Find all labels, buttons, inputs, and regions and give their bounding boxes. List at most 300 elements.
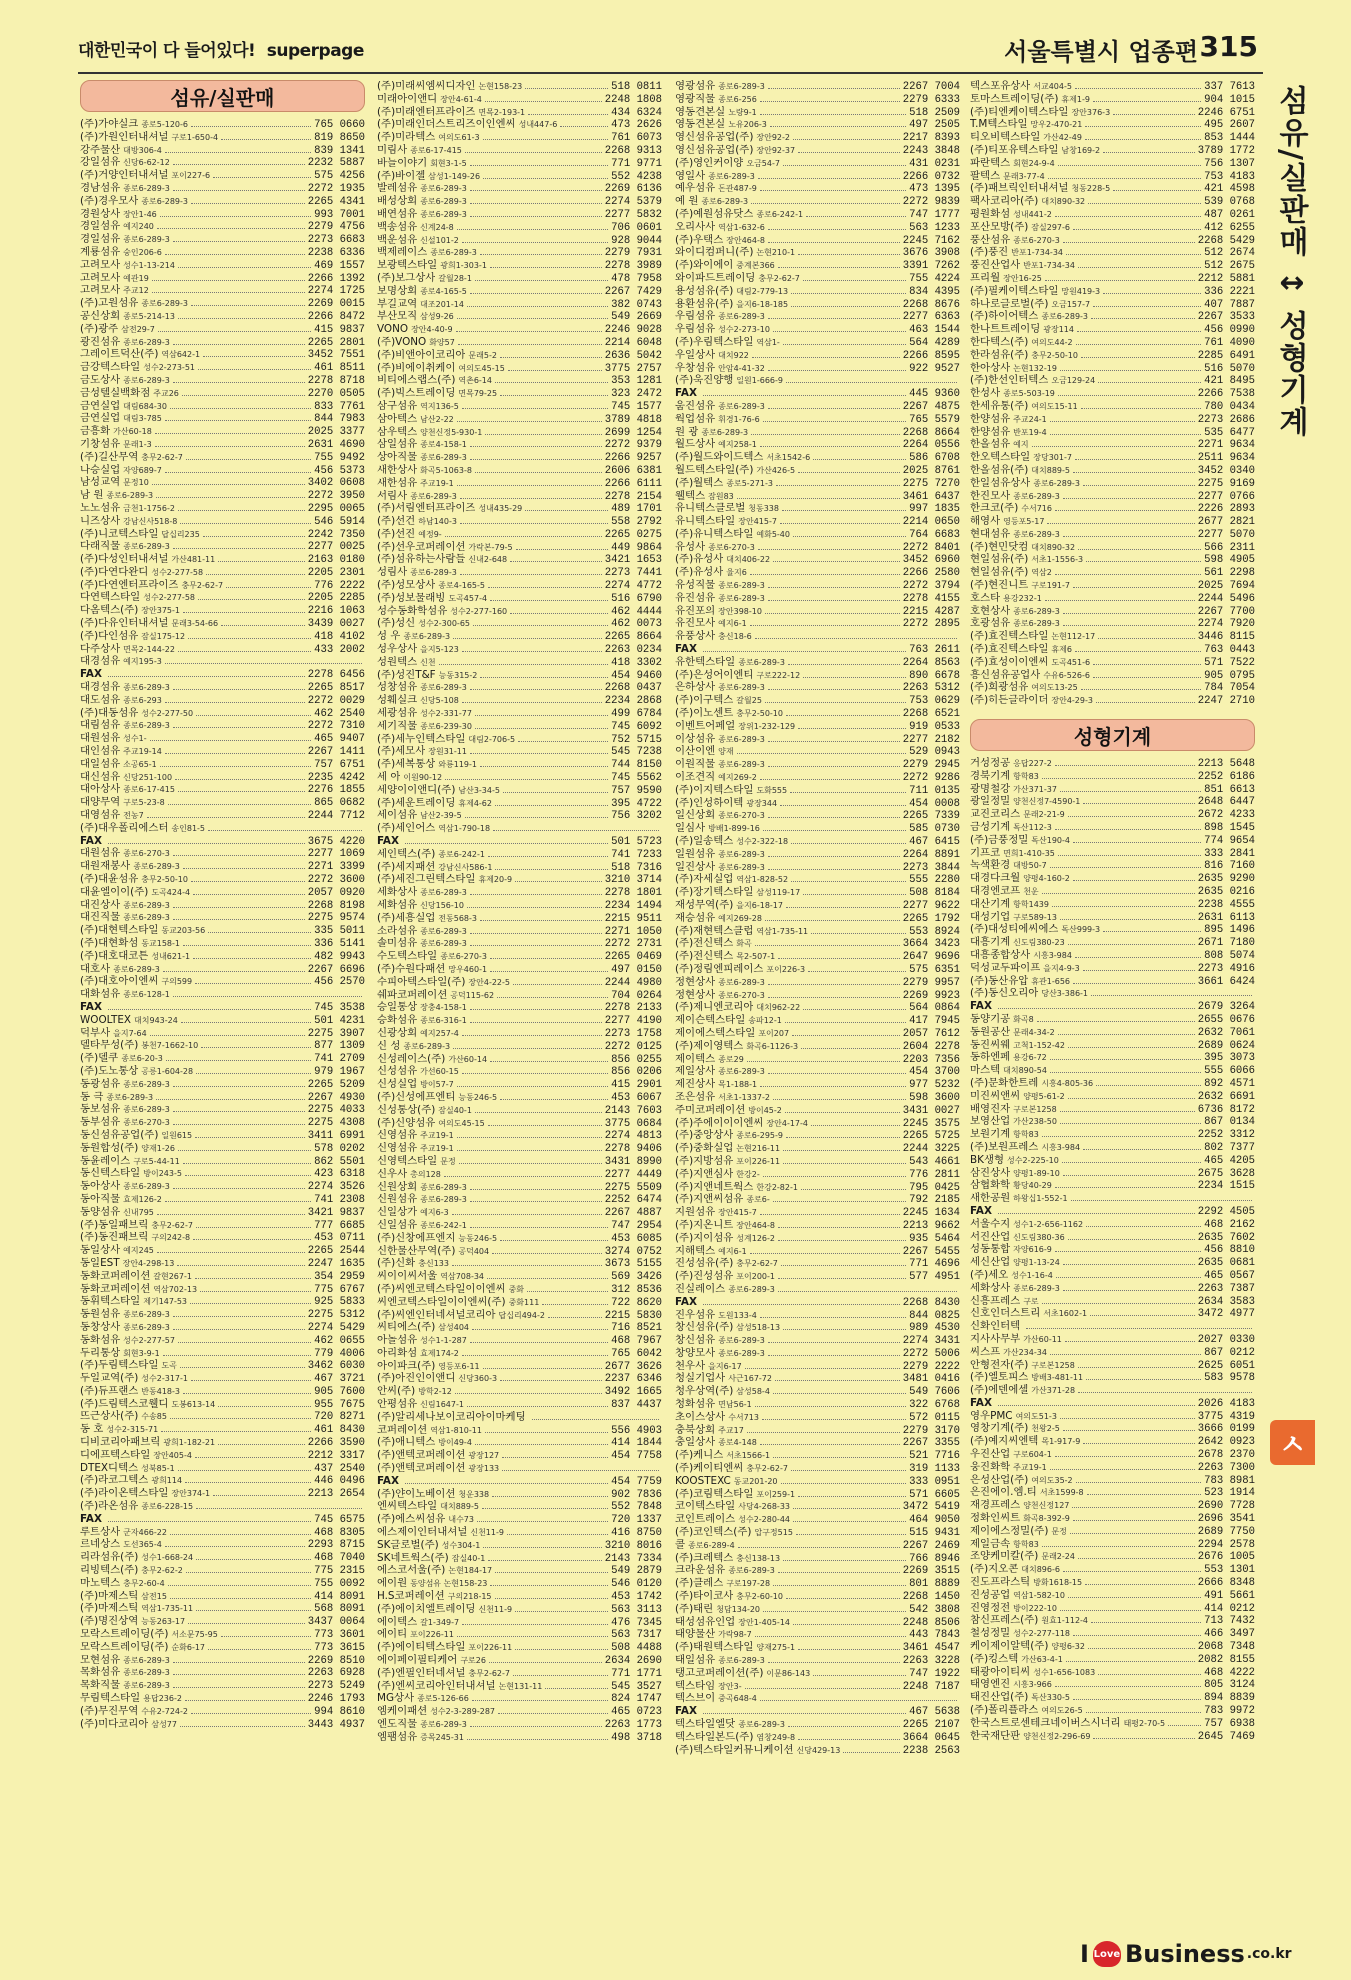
business-name: 뜨근상사(주)	[80, 1410, 139, 1423]
listing-row	[675, 336, 960, 349]
listing-row	[377, 720, 662, 733]
phone-number: 2269 8510	[307, 1654, 365, 1667]
business-name: 우진산업	[970, 1448, 1011, 1461]
business-address: 면목2-193-1	[478, 107, 526, 117]
phone-number: 319 1133	[909, 1463, 960, 1475]
phone-number: 2274 4772	[604, 580, 662, 592]
phone-number: 2677 3626	[604, 1360, 662, 1373]
business-name: 보원기계	[970, 1128, 1011, 1141]
business-name: 성 우	[377, 630, 401, 643]
listing-row	[377, 669, 662, 682]
business-address: 일원615	[161, 1130, 193, 1140]
phone-number: 417 7945	[909, 1015, 960, 1027]
listing-row	[675, 93, 960, 106]
listing-row	[970, 298, 1255, 311]
business-address: 효제174-2	[420, 1348, 459, 1358]
dot-leader	[750, 574, 900, 575]
phone-number: 2279 3170	[902, 1424, 960, 1437]
business-address: 예지195-3	[123, 657, 162, 667]
business-address: 을지6-18-185	[736, 299, 789, 309]
listing-row	[377, 630, 662, 643]
listing-row	[675, 490, 960, 503]
listing-row	[675, 1001, 960, 1014]
dot-leader	[472, 1700, 608, 1701]
business-address: 종로6-242-1	[438, 849, 485, 859]
business-address: 태평2-70-5	[1123, 1718, 1166, 1728]
phone-number: 928 9044	[611, 234, 662, 247]
dot-leader	[1050, 1354, 1201, 1355]
listing-row	[675, 1372, 960, 1385]
dot-leader	[760, 1086, 906, 1087]
business-address: 종로6-289-3	[701, 197, 749, 207]
listing-row	[675, 886, 960, 899]
dot-leader	[783, 344, 906, 345]
dot-leader	[1060, 791, 1201, 792]
business-address: 구로197-28	[726, 1579, 771, 1589]
listing-row	[970, 1141, 1255, 1154]
phone-number: 773 3615	[314, 1641, 365, 1654]
dot-leader	[490, 971, 608, 972]
business-address: 구로1-650-4	[171, 132, 219, 142]
phone-number: 461 8511	[314, 362, 365, 374]
phone-number: 2267 3355	[902, 1437, 960, 1450]
business-name: FAX	[377, 1474, 399, 1487]
listing-row	[80, 1116, 365, 1129]
dot-leader	[1066, 1661, 1195, 1662]
dot-leader	[1086, 561, 1201, 562]
business-name: (주)가원인터내셔널	[80, 130, 169, 143]
business-name: 목화직물	[80, 1679, 121, 1692]
listing-row	[377, 1270, 662, 1283]
business-address: 충무2-60-10	[736, 1592, 783, 1602]
business-address: 역삼1-735-11	[756, 926, 809, 936]
phone-number: 922 9527	[909, 362, 960, 375]
business-name: 한세유통(주)	[970, 399, 1029, 412]
phone-number: 2278 1801	[604, 887, 662, 899]
business-address: 포이200-1	[736, 1272, 775, 1282]
phone-number: 578 0202	[314, 1142, 365, 1155]
listing-row	[80, 719, 365, 732]
phone-number: 466 3497	[1204, 1628, 1255, 1641]
listing-row	[377, 1398, 662, 1411]
business-address: 하왕십1-552-1	[1013, 1194, 1068, 1204]
dot-leader	[768, 984, 900, 985]
business-address: 종로6-289-3	[420, 888, 467, 898]
dot-leader	[1083, 1443, 1194, 1444]
business-address: 와룡119-1	[438, 760, 477, 770]
listing-row	[970, 859, 1255, 872]
business-address: 종로6-289-3	[420, 1195, 467, 1205]
dot-leader	[196, 1073, 311, 1074]
business-name: 광일정밀	[970, 795, 1011, 808]
business-address: 장안405-4	[153, 1450, 192, 1460]
listing-row	[970, 987, 1255, 1000]
dot-leader	[768, 600, 900, 601]
listing-row	[377, 899, 662, 912]
dot-leader	[765, 702, 906, 703]
business-name: (주)애니텍스	[377, 1436, 436, 1449]
brand	[78, 36, 364, 61]
listing-row	[675, 1245, 960, 1258]
business-name: VONO	[377, 323, 409, 336]
dot-leader	[470, 933, 602, 934]
business-name: 태성섬유인업	[675, 1615, 736, 1628]
listing-row	[675, 310, 960, 323]
dot-leader	[470, 1227, 608, 1228]
listing-row	[377, 118, 662, 131]
business-address: 동교203-56	[161, 926, 206, 936]
phone-number: 2215 9511	[604, 912, 662, 925]
phone-number: 571 6605	[909, 1488, 960, 1501]
business-address: 종로6-270-3	[123, 849, 170, 859]
business-address: 종로6-289-3	[738, 657, 785, 667]
business-address: 구로604-1	[1013, 1450, 1052, 1460]
phone-number: 2274 5429	[307, 1321, 365, 1334]
phone-number: 2238 4555	[1197, 898, 1255, 911]
phone-number: 2273 5249	[307, 1680, 365, 1693]
business-name: 동휘텍스타일	[80, 1295, 141, 1308]
listing-row	[675, 298, 960, 311]
listing-row	[80, 924, 365, 937]
phone-number: 2636 5042	[604, 349, 662, 362]
business-name: 삼아텍스	[377, 412, 418, 425]
dot-leader	[177, 1265, 304, 1266]
phone-number: 2272 9286	[902, 772, 960, 784]
business-name: 영우PMC	[970, 1409, 1013, 1422]
heart-icon: Love	[1093, 1941, 1121, 1967]
listing-row	[377, 605, 662, 618]
business-address: 봉천7-1662-10	[141, 1041, 199, 1051]
business-address: 종로6-289-3	[718, 401, 765, 411]
dot-leader	[1062, 1162, 1201, 1163]
business-address: 성계126-2	[736, 1233, 775, 1243]
phone-number: 2246 9028	[604, 324, 662, 336]
listing-row	[675, 579, 960, 592]
dot-leader	[768, 370, 906, 371]
phone-number: 2279 2222	[902, 1360, 960, 1373]
listing-row	[970, 1550, 1255, 1563]
business-address: 예지6-1	[718, 619, 747, 629]
business-name: (주)제니엔코리아	[675, 1001, 754, 1014]
phone-number: 3664 3423	[902, 938, 960, 951]
dot-leader	[173, 1687, 305, 1688]
listing-row	[675, 464, 960, 477]
dot-leader	[495, 869, 608, 870]
listing-row	[80, 1257, 365, 1270]
dot-leader	[1072, 1507, 1194, 1508]
listing-row	[675, 131, 960, 144]
listing-row	[377, 1462, 662, 1475]
business-address: 도화555	[756, 785, 788, 795]
dot-leader	[1087, 1494, 1202, 1495]
phone-number: 564 4289	[909, 336, 960, 349]
listing-row	[377, 144, 662, 157]
business-name: 유진모사	[675, 617, 716, 630]
business-name: 티오비텍스타일	[970, 131, 1041, 144]
business-address: 종로6-316-1	[420, 1016, 467, 1026]
dot-leader	[525, 88, 608, 89]
business-name: 니즈상사	[80, 514, 121, 527]
business-name: 진영정전	[970, 1601, 1011, 1614]
business-name: (주)풍진	[970, 246, 1009, 259]
phone-number: 977 5232	[909, 1079, 960, 1091]
dot-leader	[173, 548, 305, 549]
listing-row	[377, 490, 662, 503]
business-name: 유진포의	[675, 604, 716, 617]
dot-leader	[542, 1304, 608, 1305]
business-address: 용답236-2	[143, 1694, 182, 1704]
business-address: 수송85	[141, 1412, 167, 1422]
business-name: (주)대동섬유	[80, 706, 139, 719]
dot-leader	[186, 1572, 311, 1573]
business-address: 성수1-16-4	[1011, 1270, 1053, 1280]
business-name: (주)미래엔터프라이즈	[377, 105, 476, 118]
phone-number: 2279 2945	[902, 759, 960, 772]
logo-i: I	[1080, 1940, 1089, 1968]
business-name: 동화섬유	[80, 1333, 121, 1346]
phone-number: 2265 0275	[604, 528, 662, 541]
dot-leader	[798, 472, 900, 473]
listing-row	[970, 669, 1255, 682]
business-address: 장안4-22-5	[468, 977, 510, 987]
listing-row	[80, 1193, 365, 1206]
business-address: 충무2-62-7	[141, 452, 183, 462]
phone-number: 745 1577	[611, 400, 662, 413]
business-name: 수도텍스타일	[377, 950, 438, 963]
business-name: (주)신창에프엔지	[377, 1231, 456, 1244]
business-name: (주)월텍스	[675, 476, 724, 489]
business-address: 방이57-7	[420, 1080, 454, 1090]
business-name: 진성섬유(주)	[675, 1257, 734, 1270]
listing-row	[675, 285, 960, 298]
business-address: 포이226-11	[736, 1156, 781, 1166]
dot-leader	[160, 766, 311, 767]
listing-row	[675, 1616, 960, 1629]
business-name: 움진섬유	[675, 399, 716, 412]
business-name: 광진섬유	[80, 335, 121, 348]
dot-leader	[1093, 101, 1201, 102]
phone-number: 482 9943	[314, 950, 365, 963]
listing-row	[675, 1411, 960, 1424]
listing-row	[675, 656, 960, 669]
phone-number: 335 5011	[314, 925, 365, 937]
phone-number: 558 2792	[611, 516, 662, 528]
business-address: 주교12	[123, 286, 149, 296]
business-name: FAX	[970, 1000, 992, 1013]
listing-row	[675, 502, 960, 515]
phone-number: 2057 7612	[902, 1027, 960, 1040]
dot-leader	[221, 625, 305, 626]
dot-leader	[190, 1303, 311, 1304]
business-name: 공신상회	[80, 309, 121, 322]
business-name: (주)선우코퍼레이션	[377, 540, 466, 553]
dot-leader	[763, 1176, 906, 1177]
dot-leader	[475, 1112, 602, 1113]
dot-leader	[803, 280, 906, 281]
listing-row	[970, 1167, 1255, 1180]
listing-row	[970, 1422, 1255, 1435]
listing-row	[970, 885, 1255, 898]
listing-row	[377, 106, 662, 119]
listing-row	[675, 528, 960, 541]
listing-row	[675, 1513, 960, 1526]
business-name: (주)케이티엔씨	[675, 1462, 744, 1475]
business-address: 화곡5-1063-8	[420, 465, 472, 475]
phone-number: 3452 0340	[1197, 464, 1255, 477]
dot-leader	[173, 1674, 305, 1675]
business-address: 서초1542-6	[766, 453, 811, 463]
dot-leader	[760, 779, 900, 780]
business-address: 성수1-668-24	[141, 1553, 194, 1563]
business-address: 대조201-14	[420, 299, 464, 309]
business-address: 충신18-6	[718, 632, 752, 642]
listing-row	[80, 1385, 365, 1398]
business-address: 문래5-2	[468, 350, 497, 360]
phone-number: 2277 4190	[604, 1015, 662, 1027]
phone-number: 508 8184	[909, 887, 960, 899]
phone-number: 437 2540	[314, 1462, 365, 1475]
dot-leader	[462, 1035, 602, 1036]
business-address: 종로6-289-3	[718, 82, 765, 91]
phone-number: 844 0825	[909, 1309, 960, 1322]
business-name: 영신섬유공업(주)	[675, 143, 754, 156]
business-name: 녹색환경	[970, 859, 1011, 872]
business-address: 대림684-30	[123, 401, 167, 411]
phone-number: 2263 0234	[604, 644, 662, 656]
dot-leader	[221, 1636, 311, 1637]
listing-row	[675, 234, 960, 247]
dot-leader	[760, 190, 906, 191]
listing-row	[377, 1206, 662, 1219]
phone-number: 3461 6437	[902, 490, 960, 503]
phone-number: 2267 1411	[307, 746, 365, 758]
business-address: 망우2-470-21	[1030, 120, 1083, 130]
listing-row	[80, 643, 365, 656]
listing-row	[377, 617, 662, 630]
phone-number: 2278 2133	[604, 1002, 662, 1015]
business-address: 종로6-289-3	[420, 1182, 467, 1192]
dot-leader	[470, 459, 602, 460]
phone-number: 779 4006	[314, 1347, 365, 1360]
dot-leader	[483, 178, 608, 179]
phone-number: 2213 5648	[1197, 758, 1255, 770]
listing-row	[970, 490, 1255, 503]
listing-row	[377, 1001, 662, 1014]
business-address: 종로6-289-3	[1041, 312, 1089, 322]
business-name: 한진모사	[970, 489, 1011, 502]
business-name: 동진씨웨	[970, 1038, 1011, 1051]
business-name: 노노섬유	[80, 501, 121, 514]
business-name: 동광섬유	[80, 1077, 121, 1090]
phone-number: 2027 0330	[1197, 1333, 1255, 1346]
phone-number: 2269 6136	[604, 183, 662, 196]
business-address: 종로6-293	[123, 695, 162, 705]
business-name: (주)세복통상	[377, 758, 436, 771]
dot-leader	[1075, 651, 1201, 652]
listing-row	[80, 1219, 365, 1232]
dot-leader	[405, 1483, 608, 1484]
business-name: 새한상사	[377, 463, 418, 476]
phone-number: 919 0533	[909, 720, 960, 733]
phone-number: 2677 2821	[1197, 516, 1255, 528]
business-address: 돈관487-9	[718, 184, 757, 194]
listing-row	[675, 822, 960, 835]
dot-leader	[221, 139, 311, 140]
dot-leader	[173, 855, 305, 856]
business-name: 한일섬유상사	[970, 476, 1031, 489]
business-name: 신한물산무역(주)	[377, 1244, 456, 1257]
phone-number: 2274 4813	[604, 1130, 662, 1143]
index-tab[interactable]: ㅅ	[1270, 1420, 1315, 1465]
business-name: 재경프레스	[970, 1499, 1021, 1512]
phone-number: 2645 7469	[1197, 1730, 1255, 1743]
business-name: 성림사	[377, 566, 408, 579]
business-name: 대호사	[80, 962, 111, 975]
business-name: 다연텍스타일	[80, 591, 141, 604]
listing-row	[377, 861, 662, 874]
business-address: 신내2-648	[468, 555, 508, 565]
phone-number: 2274 3431	[902, 1335, 960, 1347]
business-name: 새한섬유	[377, 476, 418, 489]
business-name: (주)대우폴리에스터	[80, 821, 169, 834]
business-name: 동부섬유	[80, 1116, 121, 1129]
phone-number: 463 1544	[909, 324, 960, 336]
business-address: 성수2-317-1	[141, 1374, 188, 1384]
business-name: 신호인더스트리	[970, 1307, 1041, 1320]
dot-leader	[1103, 152, 1195, 153]
business-name: 대흥종합상사	[970, 949, 1031, 961]
listing-row	[377, 323, 662, 336]
business-address: 도봉613-14	[171, 1399, 216, 1409]
phone-number: 468 7040	[314, 1552, 365, 1565]
business-address: 성수2-280-44	[738, 1515, 791, 1525]
dot-leader	[1037, 1021, 1195, 1022]
business-address: 잠실175-12	[141, 631, 186, 641]
listing-row	[675, 1270, 960, 1283]
listing-row	[80, 1372, 365, 1385]
listing-row	[377, 1718, 662, 1731]
dot-leader	[180, 1367, 305, 1368]
phone-number: 407 7887	[1204, 298, 1255, 311]
dot-leader	[165, 702, 305, 703]
business-name: 기프코	[970, 846, 1001, 859]
phone-number: 462 2540	[314, 707, 365, 720]
phone-number: 763 0443	[1204, 644, 1255, 656]
business-name: 부길교역	[377, 297, 418, 310]
phone-number: 421 4598	[1204, 183, 1255, 196]
dot-leader	[768, 318, 900, 319]
listing-row	[970, 451, 1255, 464]
business-name: 토마스트레이딩(주)	[970, 92, 1059, 105]
phone-number: 755 9492	[314, 451, 365, 464]
business-name: 영창기계(주)	[970, 1422, 1029, 1435]
dot-leader	[488, 587, 602, 588]
listing-row	[970, 1461, 1255, 1474]
business-address: 종로6-289-3	[123, 1668, 170, 1678]
listing-row	[80, 361, 365, 374]
listing-row	[675, 1424, 960, 1437]
phone-number: 2272 3950	[307, 490, 365, 502]
business-name: (주)빅스트레이딩	[377, 387, 456, 400]
business-name: (주)비에이취케이	[377, 361, 456, 374]
business-address: 화곡8	[1013, 1014, 1034, 1024]
listing-row	[675, 733, 960, 746]
business-name: (주)텍스타일커뮤니케이션	[675, 1743, 794, 1756]
listing-row	[80, 1347, 365, 1360]
dot-leader	[1096, 702, 1195, 703]
listing-list	[970, 80, 1255, 707]
business-address: 종로6-289-3	[123, 1182, 170, 1192]
